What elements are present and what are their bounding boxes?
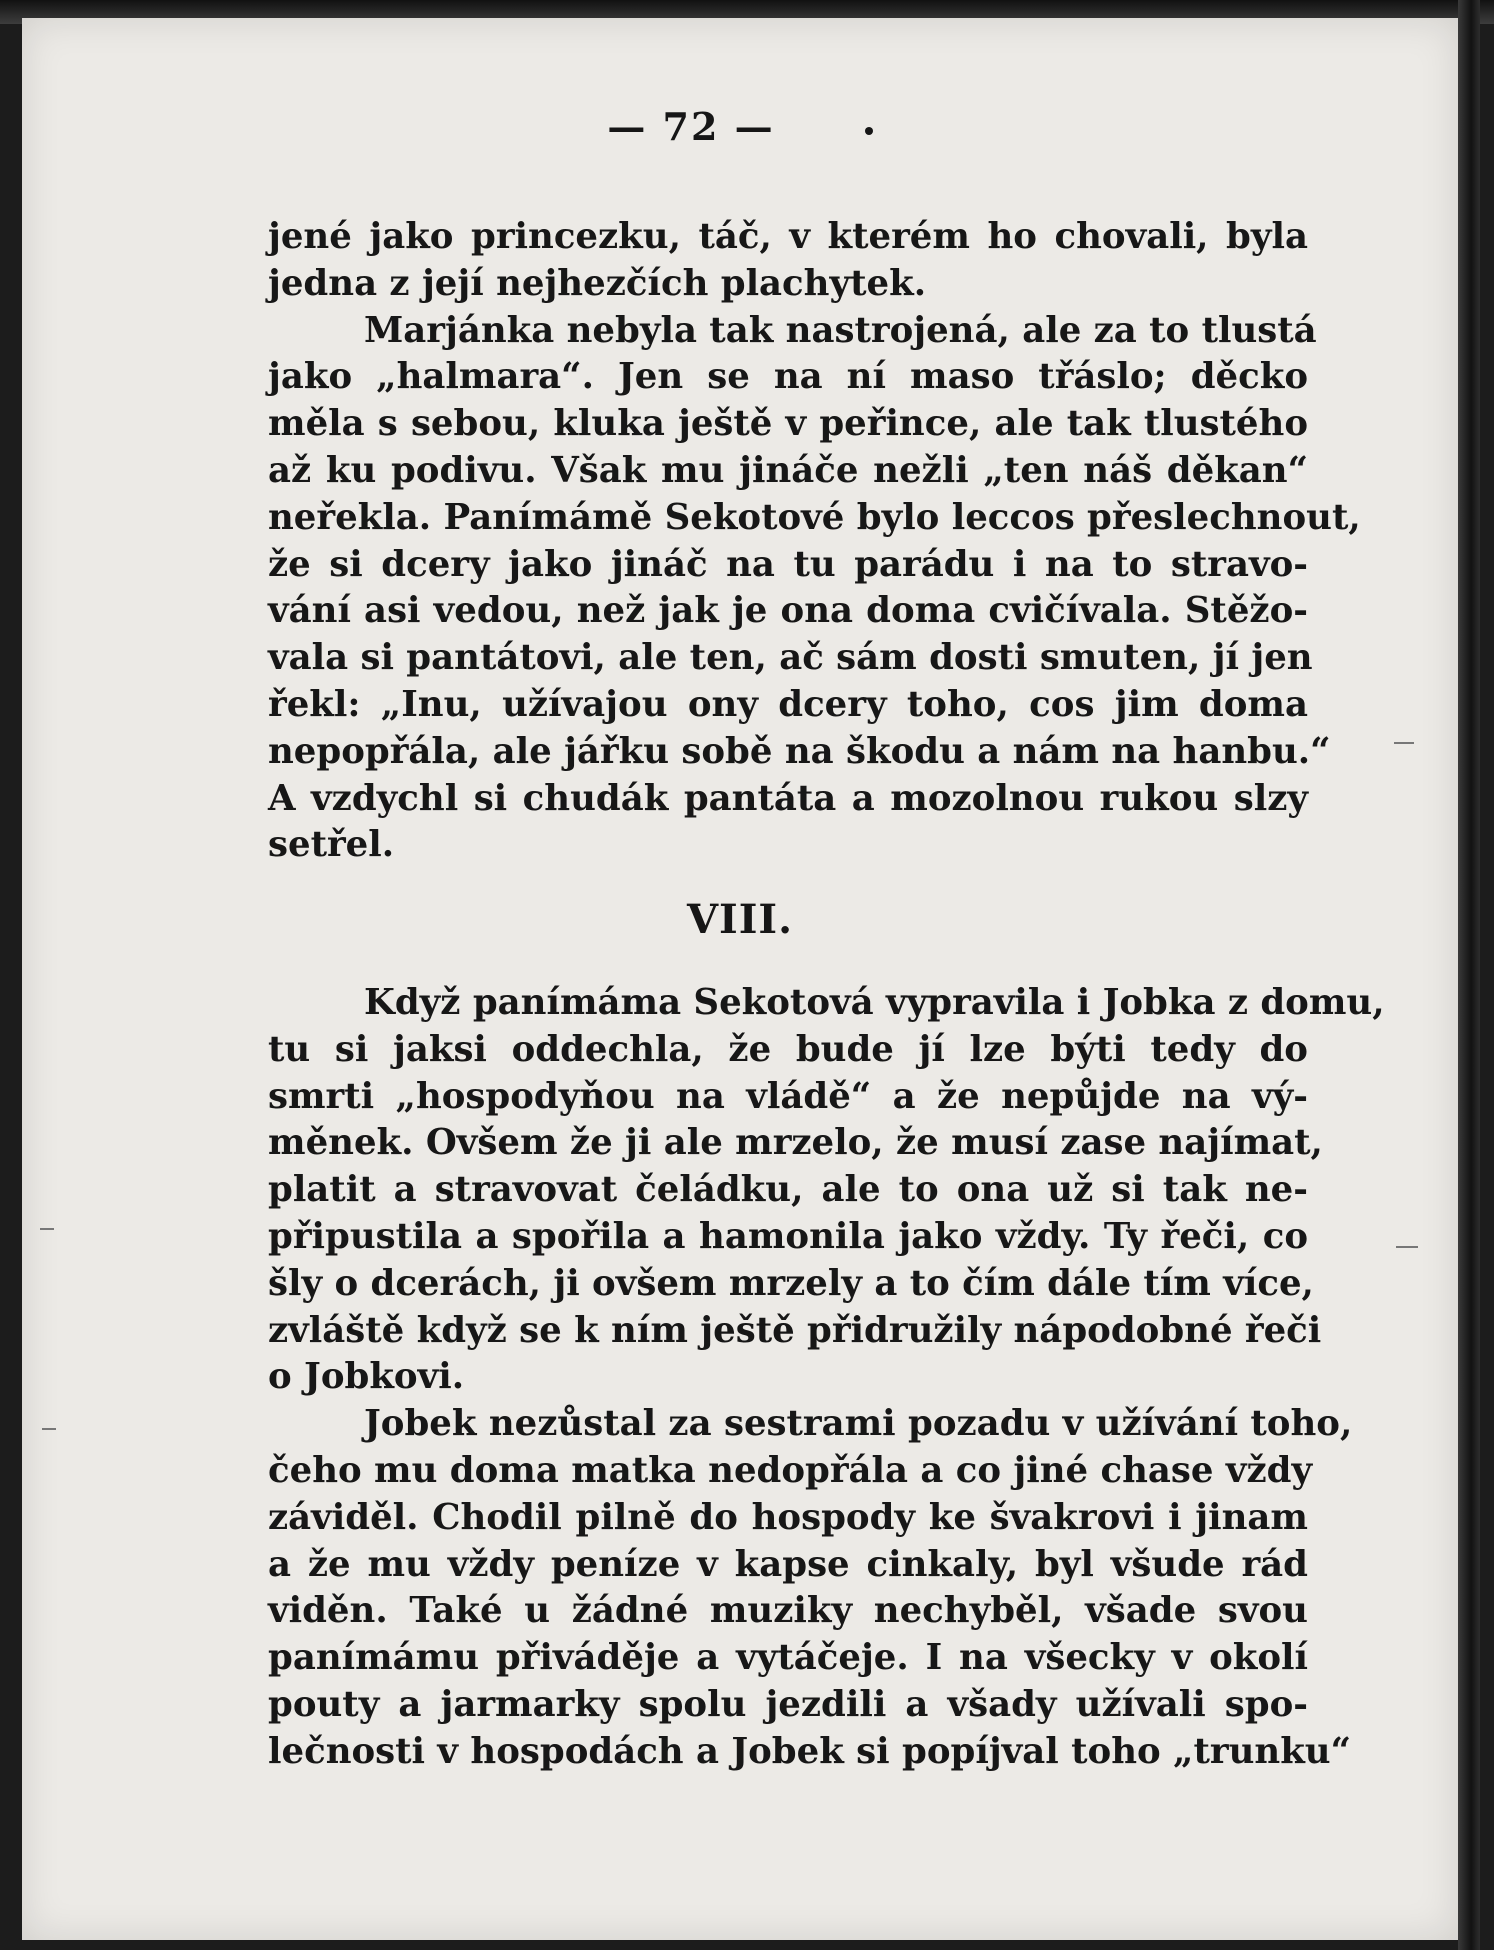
ink-dot	[865, 127, 873, 135]
text-line: A vzdychl si chudák pantáta a mozolnou rukou slzy	[268, 777, 1308, 819]
text-line: lečnosti v hospodách a Jobek si popíjval toho „trunku“	[268, 1730, 1352, 1772]
text-line: pouty a jarmarky spolu jezdili a všady užívali spo-	[268, 1683, 1308, 1725]
book-page	[22, 18, 1458, 1940]
text-line: viděn. Také u žádné muziky nechyběl, všade svou	[268, 1590, 1308, 1632]
text-line: záviděl. Chodil pilně do hospody ke švakrovi i jinam	[268, 1496, 1308, 1538]
text-line: jako „halmara“. Jen se na ní maso třáslo; děcko	[268, 356, 1308, 398]
text-line: Jobek nezůstal za sestrami pozadu v užívání toho,	[364, 1403, 1353, 1445]
text-line: neřekla. Panímámě Sekotové bylo leccos přeslechnout,	[268, 496, 1361, 538]
text-line: až ku podivu. Však mu jináče nežli „ten náš děkan“	[268, 449, 1308, 491]
margin-mark	[1394, 742, 1414, 744]
text-line: platit a stravovat čeládku, ale to ona už si tak ne-	[268, 1169, 1308, 1211]
text-line: jedna z její nejhezčích plachytek.	[268, 262, 927, 304]
margin-mark	[42, 1428, 56, 1430]
page-number: — 72 —	[22, 104, 1458, 149]
text-line: setřel.	[268, 824, 395, 866]
text-line: šly o dcerách, ji ovšem mrzely a to čím dále tím více,	[268, 1262, 1314, 1304]
paragraph-block-1	[268, 214, 1361, 869]
margin-mark	[40, 1228, 54, 1230]
text-line: Marjánka nebyla tak nastrojená, ale za to tlustá	[364, 309, 1317, 351]
text-line: čeho mu doma matka nedopřála a co jiné chase vždy	[268, 1449, 1313, 1491]
text-line: připustila a spořila a hamonila jako vždy. Ty řeči, co	[268, 1215, 1308, 1257]
text-line: jené jako princezku, táč, v kterém ho chovali, byla	[268, 216, 1308, 257]
text-line: zvláště když se k ním ještě přidružily nápodobné řeči	[268, 1309, 1322, 1351]
margin-mark	[1396, 1246, 1418, 1248]
text-line: řekl: „Inu, užívajou ony dcery toho, cos jim doma	[268, 683, 1308, 725]
scan-right-edge	[1458, 0, 1480, 1950]
text-line: o Jobkovi.	[268, 1356, 465, 1398]
text-line: tu si jaksi oddechla, že bude jí lze býti tedy do	[268, 1028, 1308, 1070]
text-line: a že mu vždy peníze v kapse cinkaly, byl všude rád	[268, 1543, 1308, 1585]
text-line: panímámu přiváděje a vytáčeje. I na všecky v okolí	[268, 1637, 1308, 1679]
text-line: měnek. Ovšem že ji ale mrzelo, že musí zase najímat,	[268, 1122, 1323, 1164]
text-line: vala si pantátovi, ale ten, ač sám dosti smuten, jí jen	[268, 637, 1313, 679]
text-line: vání asi vedou, než jak je ona doma cvičívala. Stěžo-	[268, 590, 1308, 632]
text-line: nepopřála, ale jářku sobě na škodu a nám na hanbu.“	[268, 730, 1331, 772]
chapter-heading: VIII.	[686, 896, 794, 943]
paragraph-block-2	[268, 980, 1385, 1776]
text-line: Když panímáma Sekotová vypravila i Jobka z domu,	[364, 982, 1385, 1023]
text-line: měla s sebou, kluka ještě v peřince, ale tak tlustého	[268, 403, 1308, 445]
text-line: smrti „hospodyňou na vládě“ a že nepůjde na vý-	[268, 1075, 1308, 1117]
text-line: že si dcery jako jináč na tu parádu i na to stravo-	[268, 543, 1308, 585]
